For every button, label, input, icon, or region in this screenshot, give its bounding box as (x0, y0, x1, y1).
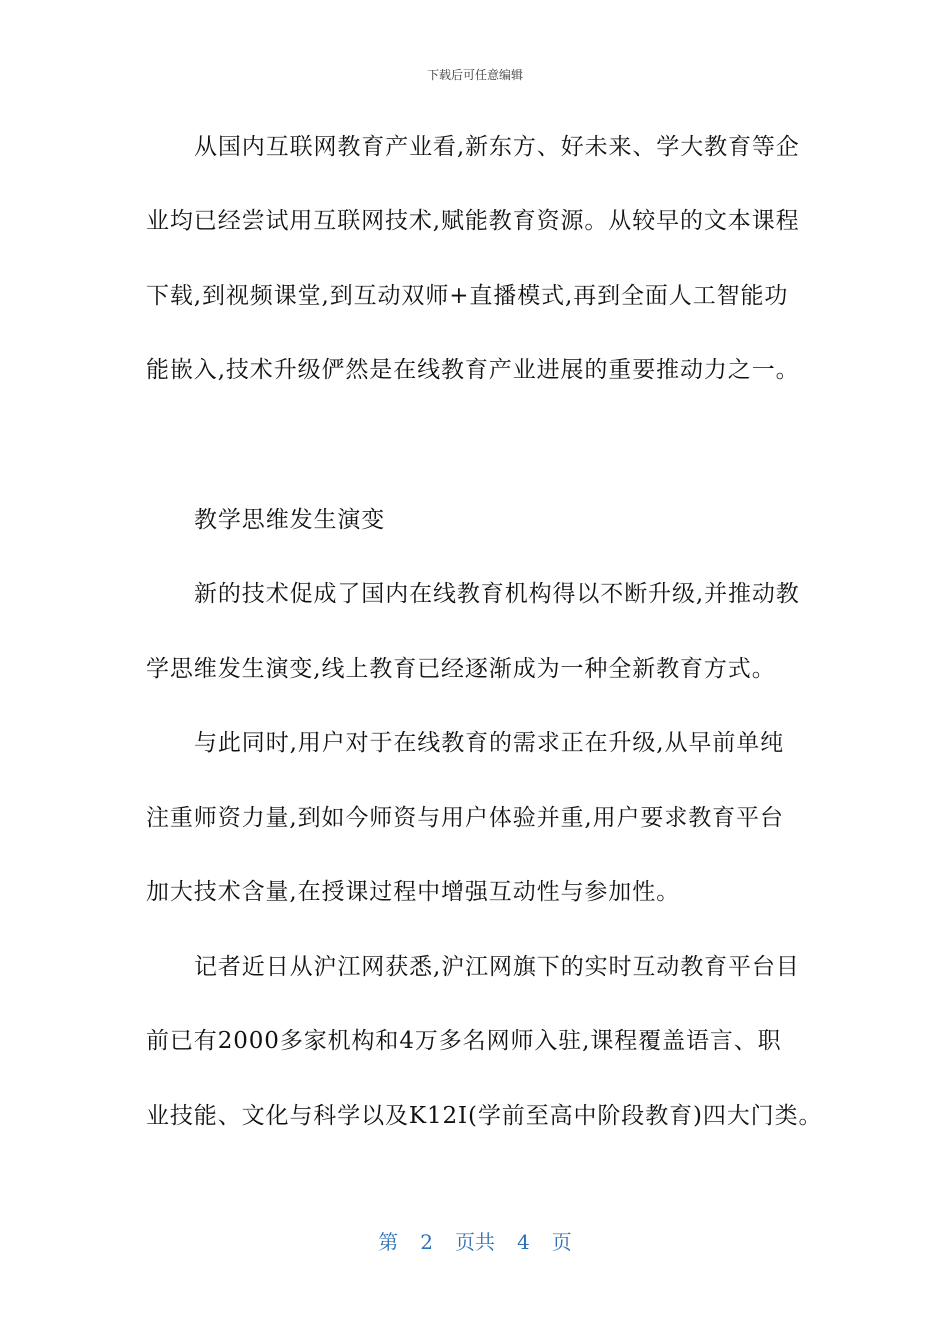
paragraph-line: 与此同时,用户对于在线教育的需求正在升级,从早前单纯 (194, 730, 785, 756)
paragraph-line: 从国内互联网教育产业看,新东方、好未来、学大教育等企 (194, 134, 800, 160)
section-heading: 教学思维发生演变 (194, 507, 386, 533)
footer-total-pages: 4 (517, 1230, 530, 1254)
page-header: 下载后可任意编辑 (426, 68, 523, 82)
paragraph-line: 前已有2000多家机构和4万多名网师入驻,课程覆盖语言、职 (146, 1028, 782, 1054)
paragraph-line: 加大技术含量,在授课过程中增强互动性与参加性。 (146, 879, 681, 905)
footer-current-page: 2 (420, 1230, 433, 1254)
paragraph-line: 学思维发生演变,线上教育已经逐渐成为一种全新教育方式。 (146, 656, 776, 682)
paragraph-line: 记者近日从沪江网获悉,沪江网旗下的实时互动教育平台目 (194, 954, 800, 980)
paragraph-line: 注重师资力量,到如今师资与用户体验并重,用户要求教育平台 (146, 805, 784, 831)
paragraph-line: 能嵌入,技术升级俨然是在线教育产业进展的重要推动力之一。 (146, 357, 800, 383)
paragraph-line: 业均已经尝试用互联网技术,赋能教育资源。从较早的文本课程 (146, 208, 800, 234)
paragraph-line: 业技能、文化与科学以及K12I(学前至高中阶段教育)四大门类。 (146, 1103, 823, 1129)
paragraph-line: 下载,到视频课堂,到互动双师+直播模式,再到全面人工智能功 (146, 283, 789, 309)
footer-suffix: 页 (551, 1230, 572, 1254)
footer-middle: 页共 (455, 1230, 495, 1254)
footer-prefix: 第 (378, 1230, 399, 1254)
page-footer (0, 1226, 950, 1255)
paragraph-line: 新的技术促成了国内在线教育机构得以不断升级,并推动教 (194, 581, 800, 607)
